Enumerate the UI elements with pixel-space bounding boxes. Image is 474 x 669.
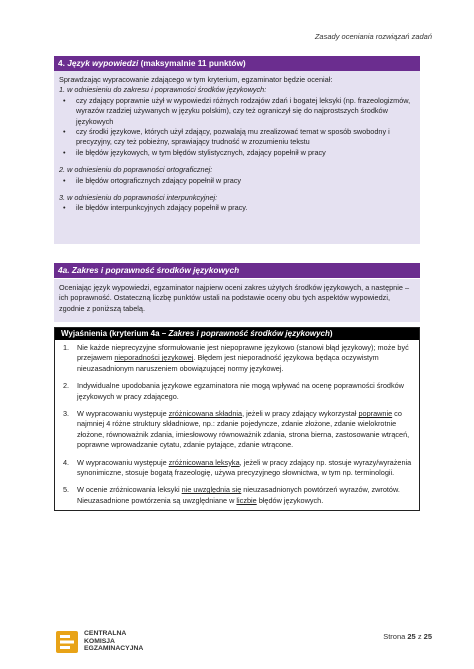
explanations-header-criterion: Zakres i poprawność środków językowych bbox=[168, 329, 330, 338]
explanation-underlined: zróżnicowana leksyka bbox=[168, 457, 240, 467]
section-4-title bbox=[54, 56, 420, 71]
section-4-title-italic: Język wypowiedzi bbox=[67, 58, 139, 68]
section-4-intro: Sprawdzając wypracowanie zdającego w tym kryterium, egzaminator będzie oceniał: bbox=[59, 75, 333, 84]
explanation-text: W wypracowaniu występuje bbox=[77, 409, 169, 419]
explanation-text: błędów językowych. bbox=[256, 495, 324, 505]
explanation-underlined: poprawnie bbox=[358, 409, 393, 419]
section-4a-intro-panel bbox=[54, 279, 420, 322]
footer-organization bbox=[84, 630, 143, 653]
criteria-item: • ile błędów interpunkcyjnych zdający popełnił w pracy. bbox=[59, 203, 415, 213]
footer-org-line: EGZAMINACYJNA bbox=[84, 645, 144, 653]
page-current: 25 bbox=[407, 632, 416, 641]
explanation-number: 1. bbox=[63, 343, 70, 352]
explanation-text: , jeżeli w pracy zdający wykorzystał bbox=[242, 409, 359, 419]
criteria-item: • ile błędów ortograficznych zdający popełnił w pracy bbox=[59, 176, 415, 186]
section-4a-intro: Oceniając język wypowiedzi, egzaminator najpierw oceni zakres użytych środków językowych, a następnie – ich poprawność. Ostateczną liczbę punktów ustali na podstawie oceny obu tych aspektów wypowiedzi, zgodnie z poniższą tabelą. bbox=[59, 283, 410, 313]
explanation-underlined: zróżnicowana składnia bbox=[168, 409, 243, 419]
section-4-panel bbox=[54, 71, 420, 244]
explanations-header bbox=[55, 328, 419, 340]
explanation-item bbox=[61, 485, 414, 506]
explanations-header-close: ) bbox=[329, 329, 333, 338]
criteria-item: • czy środki językowe, których użył zdający, pozwalają mu zrealizować temat w sposób swobodny i precyzyjny, czy też pobieżny, sprawiający trudność w zrozumieniu tekstu bbox=[59, 127, 415, 148]
section-4a-title: 4a. Zakres i poprawność środków językowych bbox=[54, 263, 420, 278]
explanation-item bbox=[61, 409, 414, 451]
explanation-text: Nie każde nieprecyzyjne sformułowanie jest niepoprawne językowo (stanowi błąd językowy); może być przejawem bbox=[77, 343, 409, 363]
cke-logo-icon bbox=[56, 631, 78, 653]
explanation-number: 3. bbox=[63, 409, 70, 419]
page-number bbox=[383, 632, 432, 641]
criteria-group-2-heading: 2. w odniesieniu do poprawności ortograficznej: bbox=[59, 165, 213, 175]
footer-org-line: CENTRALNA bbox=[84, 630, 127, 637]
explanation-number: 5. bbox=[63, 485, 70, 495]
explanation-underlined: nie uwzględnia się bbox=[181, 485, 242, 495]
page-total: 25 bbox=[423, 632, 432, 641]
explanation-text: Indywidualne upodobania językowe egzaminatora nie mogą wpływać na ocenę poprawności środków językowych w pracy zdającego. bbox=[77, 381, 404, 401]
footer-org-line: KOMISJA bbox=[84, 637, 115, 645]
explanation-text: nieuzasadnionych powtórzeń wyrazów, zwrotów. Nieuzasadnione powtórzenia są uwzględniane w bbox=[77, 485, 400, 505]
criteria-group-3-list bbox=[59, 203, 415, 213]
explanation-underlined: nieporadności językowej bbox=[114, 353, 194, 363]
explanation-item bbox=[61, 381, 414, 402]
page-prefix: Strona bbox=[383, 632, 408, 641]
explanation-item bbox=[61, 458, 414, 479]
explanations-header-label: Wyjaśnienia (kryterium 4a – bbox=[61, 329, 169, 338]
explanation-text: , jeżeli w pracy zdający np. stosuje wyrazy/wyrażenia synonimiczne, stosuje bogatą frazeologię, używa precyzyjnego słownictwa, w tym np. terminologii. bbox=[77, 457, 412, 478]
section-4-number: 4. bbox=[58, 58, 65, 68]
criteria-group-1-list bbox=[59, 96, 415, 158]
explanations-list bbox=[61, 343, 414, 506]
explanation-number: 4. bbox=[63, 457, 70, 467]
explanation-text: W ocenie zróżnicowania leksyki bbox=[77, 485, 182, 495]
page-sep: z bbox=[415, 632, 424, 641]
explanation-text: . Błędem jest nieporadność językowa będąca oczywistym nieuzasadnionym naruszeniem obowiązującej normy językowej. bbox=[77, 353, 379, 373]
criteria-group-3-heading: 3. w odniesieniu do poprawności interpunkcyjnej: bbox=[59, 193, 218, 203]
criteria-item: • czy zdający poprawnie użył w wypowiedzi różnych rodzajów zdań i bogatej leksyki (np. frazeologizmów, wyrazów rzadziej używanych w języku polskim), czy też ograniczył się do najprostszych środków językowych bbox=[59, 96, 415, 127]
explanation-underlined: liczbie bbox=[236, 495, 257, 505]
criteria-group-1-heading: 1. w odniesieniu do zakresu i poprawności środków językowych: bbox=[59, 85, 267, 95]
explanation-item bbox=[61, 343, 414, 374]
explanations-box bbox=[54, 327, 420, 511]
criteria-item: • ile błędów językowych, w tym błędów stylistycznych, zdający popełnił w pracy bbox=[59, 148, 415, 158]
explanations-body bbox=[55, 340, 419, 510]
explanation-text: W wypracowaniu występuje bbox=[77, 457, 169, 467]
explanation-text: co najmniej 4 różne struktury składniowe, np.: zdanie pojedyncze, zdanie złożone, zdanie wielokrotnie złożone, równoważnik zdania, imiesłowowy równoważnik zdania, strona bierna, zastosowanie wtrąceń, poprawne wprowadzanie cytatu, zdanie pytające, zdanie wtrącone. bbox=[77, 409, 410, 450]
running-header: Zasady oceniania rozwiązań zadań bbox=[314, 32, 432, 41]
section-4-title-rest: (maksymalnie 11 punktów) bbox=[140, 58, 246, 68]
explanation-number: 2. bbox=[63, 381, 70, 391]
criteria-group-2-list bbox=[59, 176, 415, 186]
